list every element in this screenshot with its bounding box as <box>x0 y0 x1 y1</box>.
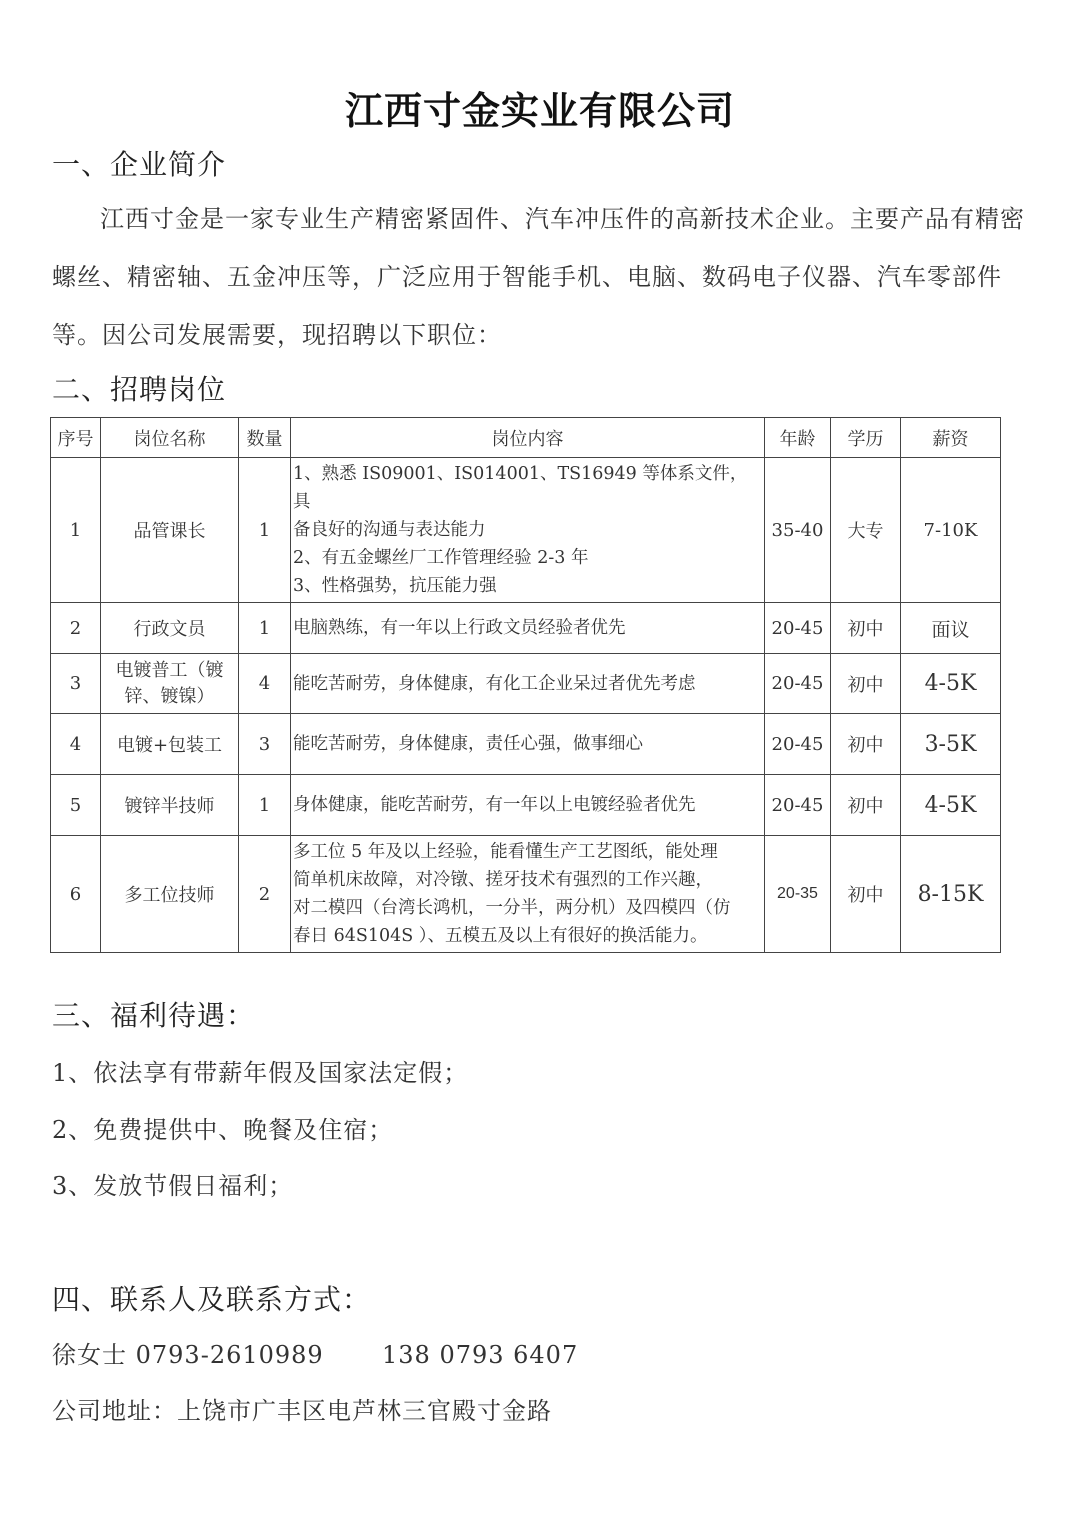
content-line: 能吃苦耐劳，身体健康，责任心强，做事细心 <box>293 734 643 754</box>
row-salary: 4-5K <box>901 775 1001 836</box>
column-header-qty: 数量 <box>239 418 291 458</box>
row-qty: 1 <box>239 775 291 836</box>
row-content <box>291 714 765 775</box>
row-content <box>291 775 765 836</box>
benefit-item: 1、依法享有带薪年假及国家法定假； <box>52 1059 469 1087</box>
row-edu: 初中 <box>831 836 901 953</box>
row-name: 行政文员 <box>101 603 239 654</box>
row-name: 多工位技师 <box>101 836 239 953</box>
company-address: 公司地址：上饶市广丰区电芦林三官殿寸金路 <box>52 1397 552 1425</box>
row-edu: 初中 <box>831 603 901 654</box>
row-content <box>291 654 765 714</box>
table-row <box>51 714 1001 775</box>
table-row <box>51 603 1001 654</box>
table-row <box>51 458 1001 603</box>
row-name: 品管课长 <box>101 458 239 603</box>
row-qty: 4 <box>239 654 291 714</box>
row-no: 2 <box>51 603 101 654</box>
content-line: 身体健康，能吃苦耐劳，有一年以上电镀经验者优先 <box>293 795 696 815</box>
table-row <box>51 654 1001 714</box>
section-heading-contact: 四、联系人及联系方式： <box>52 1283 372 1316</box>
row-qty: 2 <box>239 836 291 953</box>
row-qty: 3 <box>239 714 291 775</box>
content-line: 2、有五金螺丝厂工作管理经验 2-3 年 <box>293 548 589 568</box>
row-age: 20-45 <box>765 714 831 775</box>
row-salary: 4-5K <box>901 654 1001 714</box>
column-header-no: 序号 <box>51 418 101 458</box>
contact-mobile: 138 0793 6407 <box>382 1341 579 1369</box>
row-no: 3 <box>51 654 101 714</box>
benefit-item: 3、发放节假日福利； <box>52 1172 294 1200</box>
row-qty: 1 <box>239 603 291 654</box>
row-salary: 3-5K <box>901 714 1001 775</box>
column-header-salary: 薪资 <box>901 418 1001 458</box>
row-age: 20-35 <box>765 836 831 953</box>
row-qty: 1 <box>239 458 291 603</box>
row-no: 6 <box>51 836 101 953</box>
row-edu: 大专 <box>831 458 901 603</box>
row-name: 电镀+包装工 <box>101 714 239 775</box>
row-no: 4 <box>51 714 101 775</box>
contact-person-phone: 徐女士 0793-2610989 <box>52 1341 324 1369</box>
content-line: 1、熟悉 IS09001、IS014001、TS16949 等体系文件，具 <box>293 464 748 512</box>
column-header-edu: 学历 <box>831 418 901 458</box>
row-age: 35-40 <box>765 458 831 603</box>
row-content <box>291 458 765 603</box>
company-title: 江西寸金实业有限公司 <box>344 89 735 133</box>
jobs-table <box>50 417 1001 953</box>
intro-paragraph: 江西寸金是一家专业生产精密紧固件、汽车冲压件的高新技术企业。主要产品有精密螺丝、精密轴、五金冲压等，广泛应用于智能手机、电脑、数码电子仪器、汽车零部件等。因公司发展需要，现招聘以下职位： <box>52 205 1025 349</box>
row-edu: 初中 <box>831 775 901 836</box>
contact-phone-line <box>52 1335 578 1370</box>
row-salary: 8-15K <box>901 836 1001 953</box>
section-heading-jobs: 二、招聘岗位 <box>52 373 227 406</box>
row-content <box>291 603 765 654</box>
row-edu: 初中 <box>831 654 901 714</box>
row-no: 1 <box>51 458 101 603</box>
table-row <box>51 775 1001 836</box>
row-age: 20-45 <box>765 775 831 836</box>
row-edu: 初中 <box>831 714 901 775</box>
section-heading-intro: 一、企业简介 <box>52 148 227 181</box>
content-line: 3、性格强势，抗压能力强 <box>293 576 497 596</box>
column-header-content: 岗位内容 <box>291 418 765 458</box>
content-line: 能吃苦耐劳，身体健康，有化工企业呆过者优先考虑 <box>293 673 696 694</box>
row-salary: 面议 <box>901 603 1001 654</box>
row-no: 5 <box>51 775 101 836</box>
table-header-row <box>51 418 1001 458</box>
column-header-age: 年龄 <box>765 418 831 458</box>
content-line: 简单机床故障，对冷镦、搓牙技术有强烈的工作兴趣， <box>293 870 713 890</box>
row-name: 电镀普工（镀锌、镀镍） <box>101 654 239 714</box>
row-age: 20-45 <box>765 654 831 714</box>
row-name: 镀锌半技师 <box>101 775 239 836</box>
benefit-item: 2、免费提供中、晚餐及住宿； <box>52 1116 394 1144</box>
content-line: 多工位 5 年及以上经验，能看懂生产工艺图纸，能处理 <box>293 842 718 862</box>
table-row <box>51 836 1001 953</box>
row-age: 20-45 <box>765 603 831 654</box>
section-heading-benefits: 三、福利待遇： <box>52 999 256 1032</box>
content-line: 春日 64S104S ）、五模五及以上有很好的换活能力。 <box>293 926 708 946</box>
column-header-name: 岗位名称 <box>101 418 239 458</box>
row-salary: 7-10K <box>901 458 1001 603</box>
content-line: 对二模四（台湾长鸿机，一分半，两分机）及四模四（仿 <box>293 898 731 918</box>
content-line: 备良好的沟通与表达能力 <box>293 520 486 540</box>
content-line: 电脑熟练，有一年以上行政文员经验者优先 <box>293 618 626 638</box>
row-content <box>291 836 765 953</box>
